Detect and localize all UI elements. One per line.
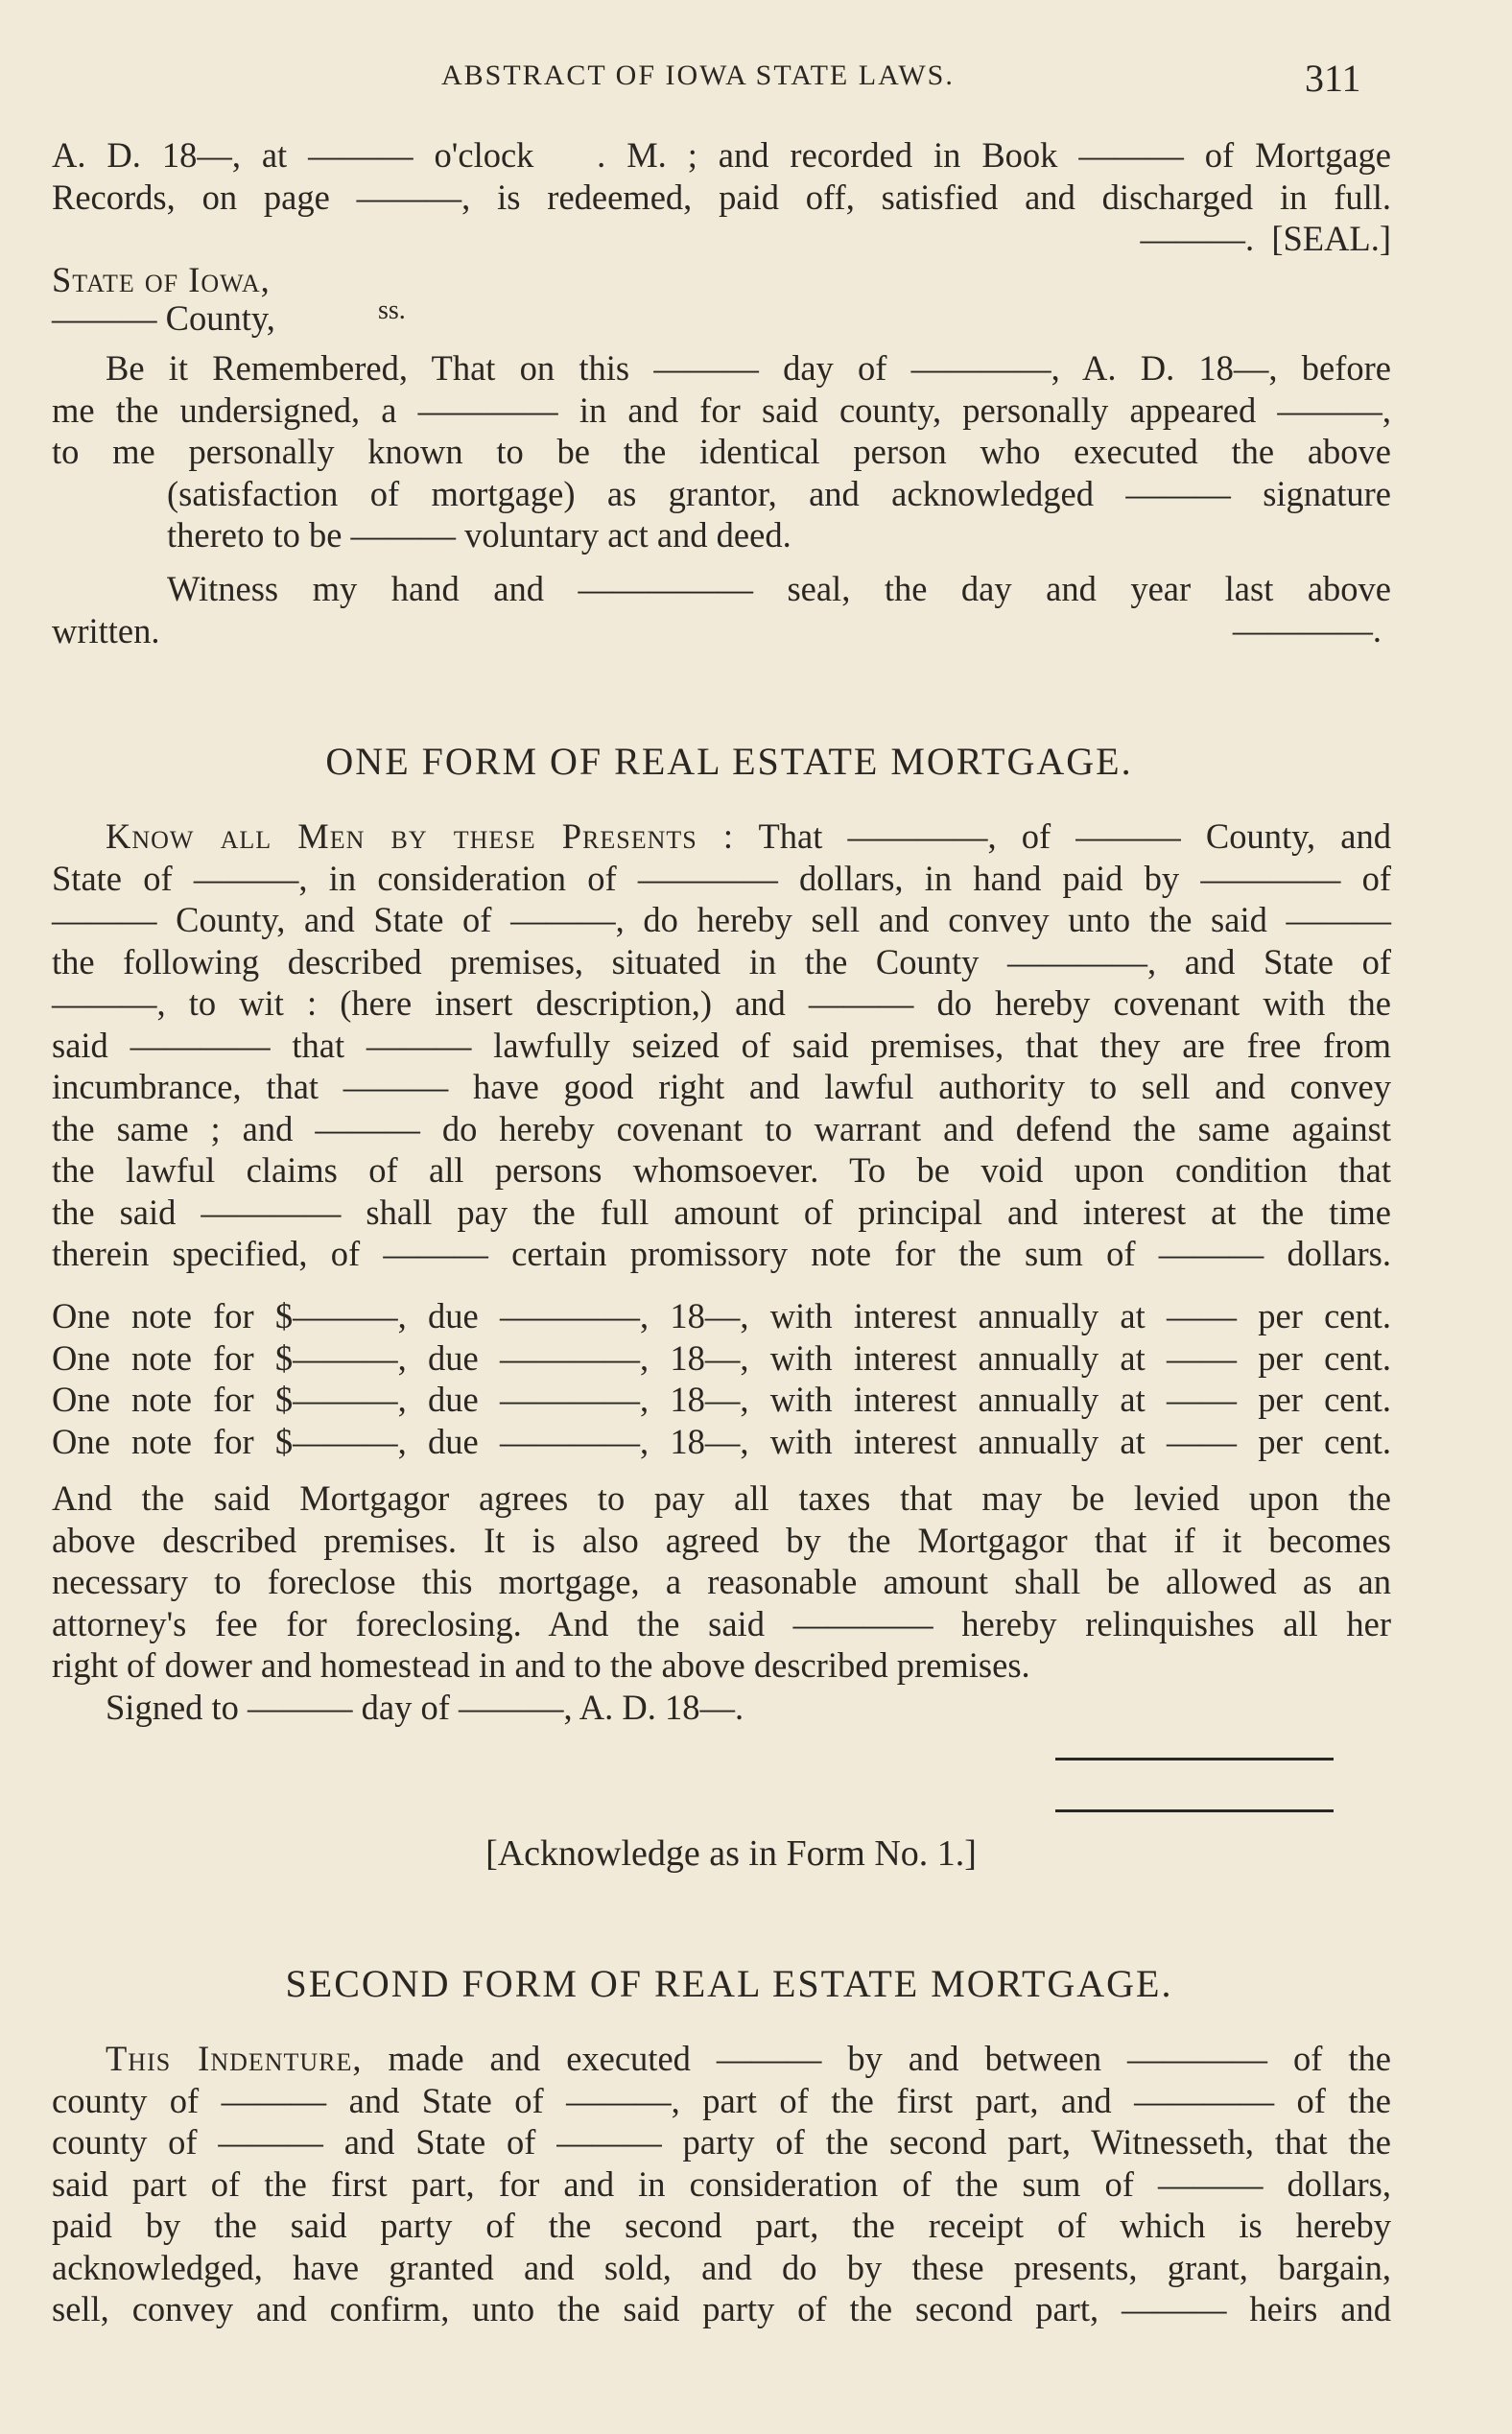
text-line: the same ; and ——— do hereby covenant to warrant and defend the same against xyxy=(52,1108,1391,1148)
text-line: said ———— that ——— lawfully seized of said premises, that they are free from xyxy=(52,1025,1391,1065)
signed-line: Signed to ——— day of ———, A. D. 18—. xyxy=(106,1687,744,1727)
text-line: attorney's fee for foreclosing. And the said ———— hereby relinquishes all her xyxy=(52,1603,1391,1643)
page-number: 311 xyxy=(1305,57,1361,100)
text-line: therein specified, of ——— certain promissory note for the sum of ——— dollars. xyxy=(52,1234,1391,1273)
text-line: me the undersigned, a ———— in and for said county, personally appeared ———, xyxy=(52,390,1391,430)
text-line: (satisfaction of mortgage) as grantor, and acknowledged ——— signature xyxy=(167,473,1391,513)
form-one-body xyxy=(52,815,1391,1275)
running-header xyxy=(0,59,1512,107)
text-line: to me personally known to be the identical person who executed the above xyxy=(52,432,1391,471)
text-fragment: made and executed ——— by and between ———— of the xyxy=(362,2039,1391,2078)
promissory-notes-list xyxy=(52,1295,1391,1462)
text-line: State of ———, in consideration of ———— dollars, in hand paid by ———— of xyxy=(52,858,1391,898)
form-two-body xyxy=(52,2038,1391,2330)
text-line xyxy=(52,815,1391,858)
text-line: county of ——— and State of ——— party of the second part, Witnesseth, that the xyxy=(52,2122,1391,2162)
text-line: thereto to be ——— voluntary act and deed. xyxy=(167,515,791,555)
signature-line xyxy=(1055,1809,1334,1812)
seal-line: ———. [SEAL.] xyxy=(1140,219,1391,258)
text-line: right of dower and homestead in and to the above described premises. xyxy=(52,1645,1030,1685)
satisfaction-continuation xyxy=(52,134,1391,260)
text-line: acknowledged, have granted and sold, and do by these presents, grant, bargain, xyxy=(52,2247,1391,2287)
text-line: written. xyxy=(52,610,160,650)
text-line: the following described premises, situated in the County ————, and State of xyxy=(52,941,1391,981)
note-row: One note for $———, due ————, 18—, with interest annually at —— per cent. xyxy=(52,1421,1391,1461)
text-line: incumbrance, that ——— have good right and lawful authority to sell and convey xyxy=(52,1067,1391,1106)
venue-block xyxy=(52,261,532,338)
lead-in: Know all Men by these Presents : xyxy=(106,816,735,856)
text-line: A. D. 18—, at ——— o'clock . M. ; and recorded in Book ——— of Mortgage xyxy=(52,135,1391,175)
venue-county: ——— County, xyxy=(52,298,275,338)
form-one-closing xyxy=(52,1477,1391,1728)
text-line: ——— County, and State of ———, do hereby sell and convey unto the said ——— xyxy=(52,900,1391,939)
text-line: necessary to foreclose this mortgage, a reasonable amount shall be allowed as an xyxy=(52,1562,1391,1601)
lead-in: This Indenture, xyxy=(106,2039,363,2078)
text-line: Witness my hand and ————— seal, the day and year last above xyxy=(167,569,1391,608)
text-line: Be it Remembered, That on this ——— day of ————, A. D. 18—, before xyxy=(106,348,1391,388)
text-fragment: That ————, of ——— County, and xyxy=(734,816,1391,856)
text-line: the lawful claims of all persons whomsoever. To be void upon condition that xyxy=(52,1150,1391,1190)
witness-paragraph xyxy=(52,568,1391,651)
text-line: said part of the first part, for and in consideration of the sum of ——— dollars, xyxy=(52,2163,1391,2204)
text-line: And the said Mortgagor agrees to pay all taxes that may be levied upon the xyxy=(52,1478,1391,1518)
text-line: the said ———— shall pay the full amount of principal and interest at the time xyxy=(52,1192,1391,1232)
text-line: county of ——— and State of ———, part of the first part, and ———— of the xyxy=(52,2080,1391,2120)
witness-signature-blank: ————. xyxy=(1232,610,1382,650)
section-heading-form-two: SECOND FORM OF REAL ESTATE MORTGAGE. xyxy=(285,1962,1173,2005)
section-heading-form-one: ONE FORM OF REAL ESTATE MORTGAGE. xyxy=(325,740,1133,783)
acknowledge-note: [Acknowledge as in Form No. 1.] xyxy=(485,1833,977,1874)
note-row: One note for $———, due ————, 18—, with interest annually at —— per cent. xyxy=(52,1337,1391,1378)
text-line: paid by the said party of the second part, the receipt of which is hereby xyxy=(52,2206,1391,2245)
note-row: One note for $———, due ————, 18—, with interest annually at —— per cent. xyxy=(52,1380,1391,1419)
acknowledgment-paragraph xyxy=(52,347,1391,556)
running-title: ABSTRACT OF IOWA STATE LAWS. xyxy=(441,59,955,91)
text-line: sell, convey and confirm, unto the said party of the second part, ——— heirs and xyxy=(52,2289,1391,2328)
venue-ss: ss. xyxy=(378,295,406,325)
text-line xyxy=(52,2038,1391,2080)
text-line: Records, on page ———, is redeemed, paid off, satisfied and discharged in full. xyxy=(52,177,1391,217)
note-row: One note for $———, due ————, 18—, with interest annually at —— per cent. xyxy=(52,1296,1391,1335)
venue-state: State of Iowa, xyxy=(52,260,271,299)
text-line: ———, to wit : (here insert description,) and ——— do hereby covenant with the xyxy=(52,983,1391,1023)
text-line: above described premises. It is also agreed by the Mortgagor that if it becomes xyxy=(52,1520,1391,1560)
signature-line xyxy=(1055,1758,1334,1761)
